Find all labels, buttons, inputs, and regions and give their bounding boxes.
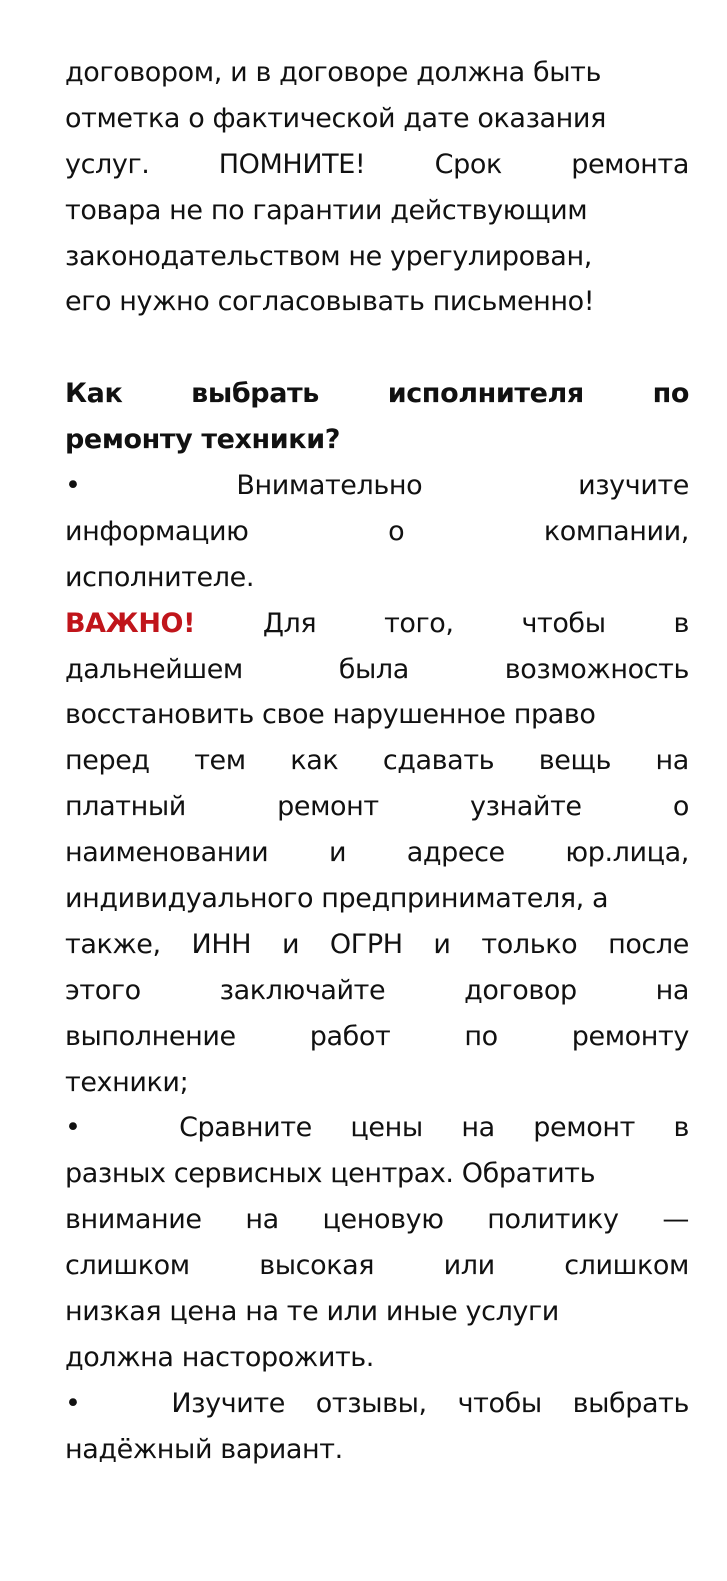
word: заключайте [219, 974, 386, 1006]
word: чтобы [457, 1387, 542, 1419]
word: в [673, 1112, 689, 1144]
word: Внимательно [236, 470, 423, 502]
word: Как [65, 378, 123, 410]
word: ремонту [571, 1020, 689, 1052]
text-line: разных сервисных центрах. Обратить [65, 1158, 596, 1190]
word: была [338, 653, 409, 685]
word: в [673, 607, 689, 639]
word: компании, [543, 515, 689, 547]
word: выбрать [572, 1387, 689, 1419]
word: выбрать [191, 378, 319, 410]
word: ремонта [571, 148, 689, 180]
word: по [464, 1020, 498, 1052]
text-line: восстановить свое нарушенное право [65, 699, 596, 731]
word: на [655, 974, 689, 1006]
word: вещь [538, 745, 611, 777]
text-line: надёжный вариант. [65, 1433, 343, 1465]
text-line [65, 647, 689, 693]
word: цены [350, 1112, 423, 1144]
word: дальнейшем [65, 653, 243, 685]
text-line: должна насторожить. [65, 1341, 374, 1373]
word: ОГРН [329, 928, 403, 960]
word: адресе [406, 837, 505, 869]
text-line: индивидуального предпринимателя, а [65, 883, 609, 915]
bullet-icon: • [65, 470, 81, 502]
word: и [433, 928, 451, 960]
word: также, [65, 928, 161, 960]
word: договор [464, 974, 577, 1006]
text-line: его нужно согласовывать письменно! [65, 286, 595, 318]
word: отзывы, [315, 1387, 427, 1419]
word: Изучите [171, 1387, 285, 1419]
word: платный [65, 791, 186, 823]
word: слишком [564, 1250, 689, 1282]
paragraph-spacer [65, 325, 689, 371]
important-label: ВАЖНО! [65, 607, 195, 639]
word: сдавать [382, 745, 495, 777]
section-heading-line: ремонту техники? [65, 424, 341, 456]
word: и [328, 837, 347, 869]
word: Сравните [179, 1112, 312, 1144]
bullet-icon: • [65, 1387, 81, 1419]
word: высокая [259, 1250, 375, 1282]
text-line [65, 830, 689, 876]
word: или [443, 1250, 495, 1282]
bullet-line [65, 1381, 689, 1427]
word: возможность [504, 653, 689, 685]
word: на [245, 1204, 279, 1236]
word: услуг. [65, 148, 150, 180]
word: ИНН [191, 928, 252, 960]
word: ремонт [533, 1112, 635, 1144]
word: после [608, 928, 689, 960]
word: ремонт [277, 791, 379, 823]
word: Для [262, 607, 317, 639]
text-line [65, 968, 689, 1014]
word: только [481, 928, 578, 960]
word: того, [384, 607, 454, 639]
text-line: исполнителе. [65, 561, 255, 593]
text-line [65, 738, 689, 784]
word: этого [65, 974, 141, 1006]
word: исполнителя [387, 378, 584, 410]
word: ПОМНИТЕ! [218, 148, 366, 180]
text-line: отметка о фактической дате оказания [65, 102, 606, 134]
word: как [290, 745, 339, 777]
word: на [655, 745, 689, 777]
text-line: законодательством не урегулирован, [65, 240, 592, 272]
text-line [65, 142, 689, 188]
word: и [281, 928, 300, 960]
word: внимание [65, 1204, 202, 1236]
text-line [65, 1197, 689, 1243]
word: выполнение [65, 1020, 236, 1052]
bullet-icon: • [65, 1112, 81, 1144]
word: ценовую [322, 1204, 444, 1236]
important-line [65, 601, 689, 647]
text-line [65, 1014, 689, 1060]
text-line: товара не по гарантии действующим [65, 194, 588, 226]
word: узнайте [470, 791, 582, 823]
word: по [652, 378, 689, 410]
bullet-line [65, 1105, 689, 1151]
word: чтобы [521, 607, 606, 639]
word: Срок [434, 148, 502, 180]
text-line: договором, и в договоре должна быть [65, 57, 601, 88]
word: о [672, 791, 689, 823]
word: изучите [578, 470, 689, 502]
bullet-line [65, 463, 689, 509]
word: перед [65, 745, 150, 777]
word: работ [309, 1020, 391, 1052]
word: — [662, 1204, 689, 1236]
word: тем [194, 745, 246, 777]
text-line: низкая цена на те или иные услуги [65, 1296, 559, 1328]
text-line [65, 509, 689, 555]
word: наименовании [65, 837, 269, 869]
word: юр.лица, [565, 837, 689, 869]
section-heading [65, 371, 689, 417]
word: информацию [65, 515, 249, 547]
text-line [65, 1243, 689, 1289]
text-line: техники; [65, 1066, 189, 1098]
word: политику [487, 1204, 619, 1236]
word: на [461, 1112, 495, 1144]
word: слишком [65, 1250, 190, 1282]
text-line [65, 922, 689, 968]
text-line [65, 784, 689, 830]
word: о [388, 515, 405, 547]
